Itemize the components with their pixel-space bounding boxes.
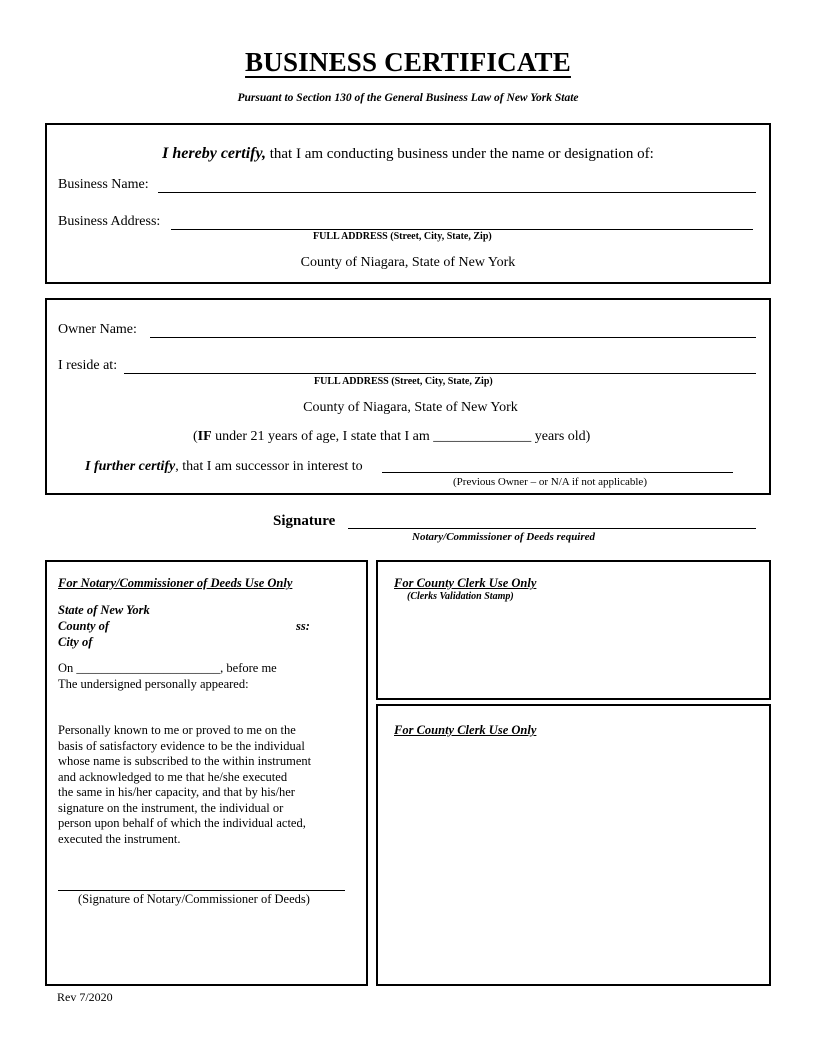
notary-body-line: and acknowledged to me that he/she executed (58, 769, 288, 784)
notary-body-line: the same in his/her capacity, and that by his/her (58, 785, 295, 799)
notary-body-line: executed the instrument. (58, 831, 181, 846)
business-name-label: Business Name: (58, 177, 149, 192)
notary-on-date: On _______________________, before me (58, 661, 277, 675)
previous-owner-hint: (Previous Owner – or N/A if not applicable) (453, 476, 647, 488)
clerk-stamp-label: (Clerks Validation Stamp) (407, 591, 514, 602)
age-open: ( (193, 429, 198, 444)
notary-body-line: basis of satisfactory evidence to be the individual (58, 738, 305, 753)
business-address-label: Business Address: (58, 214, 161, 229)
signature-field[interactable] (348, 528, 756, 529)
page-subtitle: Pursuant to Section 130 of the General Business Law of New York State (237, 92, 579, 104)
certify-lead: I hereby certify, (162, 145, 266, 162)
notary-signature-caption: (Signature of Notary/Commissioner of Deeds) (78, 892, 310, 906)
business-name-field[interactable] (158, 192, 756, 193)
signature-hint: Notary/Commissioner of Deeds required (412, 531, 596, 543)
notary-signature-field[interactable] (58, 890, 345, 891)
owner-section (45, 298, 771, 495)
clerk-use-section (376, 704, 771, 986)
certify-statement (47, 145, 769, 163)
clerk-stamp-section (376, 560, 771, 700)
notary-body-line: person upon behalf of which the individual acted, (58, 816, 306, 830)
notary-state: State of New York (58, 603, 150, 617)
notary-section (45, 560, 368, 986)
notary-county: County of (58, 619, 110, 633)
reside-field[interactable] (124, 373, 756, 374)
further-lead: I further certify (85, 459, 176, 474)
certify-rest: that I am conducting business under the name or designation of: (265, 146, 654, 162)
age-text: under 21 years of age, I state that I am ______________ years old) (211, 429, 591, 444)
previous-owner-field[interactable] (382, 472, 733, 473)
notary-body-line: whose name is subscribed to the within instrument (58, 754, 312, 768)
page-title: BUSINESS CERTIFICATE (245, 47, 571, 77)
business-address-hint: FULL ADDRESS (Street, City, State, Zip) (313, 231, 492, 242)
further-rest: , that I am successor in interest to (175, 459, 363, 474)
revision-label: Rev 7/2020 (57, 990, 113, 1004)
clerk-top-header: For County Clerk Use Only (394, 576, 537, 590)
reside-label: I reside at: (58, 358, 118, 373)
business-county: County of Niagara, State of New York (300, 255, 516, 270)
business-section (45, 123, 771, 284)
business-address-field[interactable] (171, 229, 753, 230)
notary-body-line: signature on the instrument, the individual or (58, 800, 284, 815)
notary-body-line: Personally known to me or proved to me on the (58, 723, 296, 737)
notary-ss: ss: (296, 619, 310, 633)
owner-county: County of Niagara, State of New York (303, 400, 518, 415)
owner-name-field[interactable] (150, 337, 756, 338)
age-statement (193, 429, 590, 445)
owner-name-label: Owner Name: (58, 322, 137, 337)
reside-address-hint: FULL ADDRESS (Street, City, State, Zip) (314, 376, 493, 387)
notary-city: City of (58, 635, 93, 649)
further-certify-statement (85, 459, 363, 475)
notary-body (58, 723, 311, 847)
signature-label: Signature (273, 513, 336, 529)
clerk-bottom-header: For County Clerk Use Only (394, 723, 537, 737)
notary-header: For Notary/Commissioner of Deeds Use Only (58, 576, 293, 590)
notary-appeared: The undersigned personally appeared: (58, 677, 249, 691)
age-if: IF (197, 429, 212, 444)
